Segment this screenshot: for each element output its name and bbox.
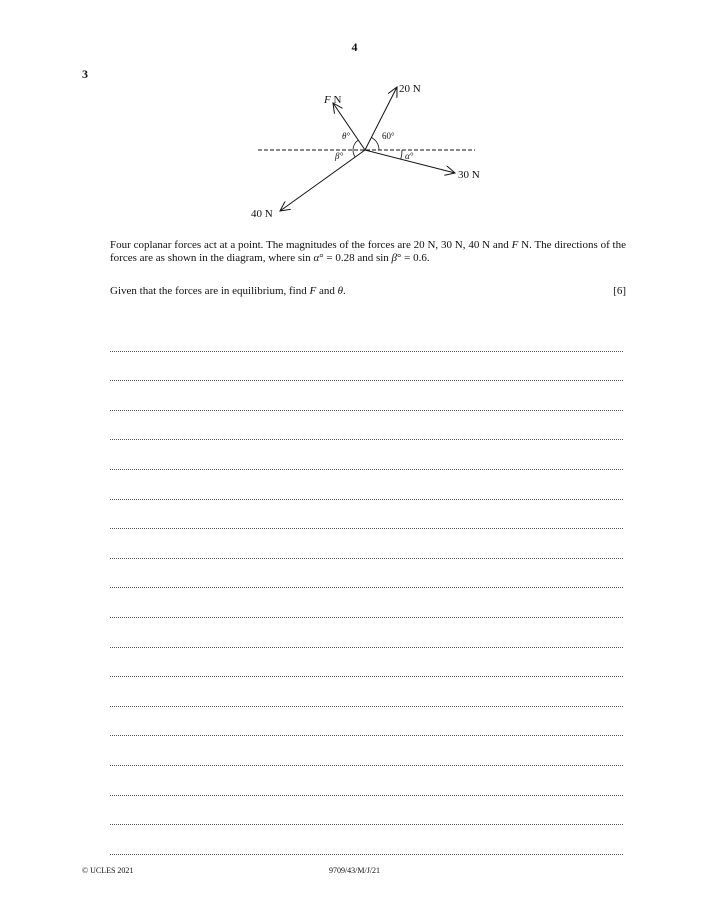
answer-line[interactable]: [110, 411, 623, 441]
question-stem: [110, 239, 626, 265]
stem-text-1: Four coplanar forces act at a point. The magnitudes of the forces are 20 N, 30 N, 40 N and: [110, 239, 512, 251]
force-40n-arrow: [280, 150, 365, 211]
page-number: 4: [351, 40, 358, 54]
answer-line[interactable]: [110, 648, 623, 678]
label-40n: 40 N: [251, 208, 273, 220]
stem-text-2: N. The directions of the forces are as shown in the diagram, where sin: [110, 239, 626, 264]
label-alpha: α°: [405, 151, 414, 161]
instruction-text-1: Given that the forces are in equilibrium, find: [110, 285, 310, 297]
answer-line[interactable]: [110, 618, 623, 648]
answer-line[interactable]: [110, 677, 623, 707]
answer-line[interactable]: [110, 766, 623, 796]
label-f-var: F: [324, 94, 331, 106]
answer-lines[interactable]: [110, 322, 623, 855]
question-number: 3: [82, 67, 88, 81]
question-instruction: [110, 285, 626, 298]
force-f-arrow: [333, 103, 365, 150]
answer-line[interactable]: [110, 440, 623, 470]
answer-line[interactable]: [110, 588, 623, 618]
instruction-theta: θ: [337, 285, 343, 297]
stem-alpha: α: [313, 252, 320, 264]
answer-line[interactable]: [110, 559, 623, 589]
answer-line[interactable]: [110, 796, 623, 826]
angle-60-arc: [372, 138, 380, 151]
angle-theta-arc: [353, 140, 358, 150]
label-fn: [323, 94, 341, 106]
label-beta: β°: [335, 151, 344, 161]
stem-text-4: ° = 0.6.: [397, 252, 430, 264]
angle-alpha-arc: [401, 150, 402, 159]
label-20n: 20 N: [399, 83, 421, 95]
answer-line[interactable]: [110, 529, 623, 559]
answer-line[interactable]: [110, 825, 623, 855]
marks-allocation: [6]: [613, 285, 626, 297]
stem-f-var: F: [511, 239, 519, 251]
answer-line[interactable]: [110, 470, 623, 500]
label-30n: 30 N: [458, 169, 480, 181]
label-theta: θ°: [342, 131, 351, 141]
angle-beta-arc: [353, 150, 355, 157]
answer-line[interactable]: [110, 736, 623, 766]
instruction-f-var: F: [309, 285, 317, 297]
answer-line[interactable]: [110, 322, 623, 352]
instruction-text-3: .: [343, 285, 346, 297]
footer-copyright: © UCLES 2021: [82, 866, 134, 875]
force-diagram: [0, 0, 709, 230]
instruction-text-2: and: [316, 285, 338, 297]
answer-line[interactable]: [110, 352, 623, 382]
answer-line[interactable]: [110, 500, 623, 530]
answer-line[interactable]: [110, 381, 623, 411]
footer-paper-code: 9709/43/M/J/21: [328, 866, 381, 875]
stem-text-3: ° = 0.28 and sin: [319, 252, 392, 264]
label-f-unit: N: [330, 94, 342, 106]
label-60: 60°: [382, 131, 395, 141]
answer-line[interactable]: [110, 707, 623, 737]
stem-beta: β: [391, 252, 398, 264]
